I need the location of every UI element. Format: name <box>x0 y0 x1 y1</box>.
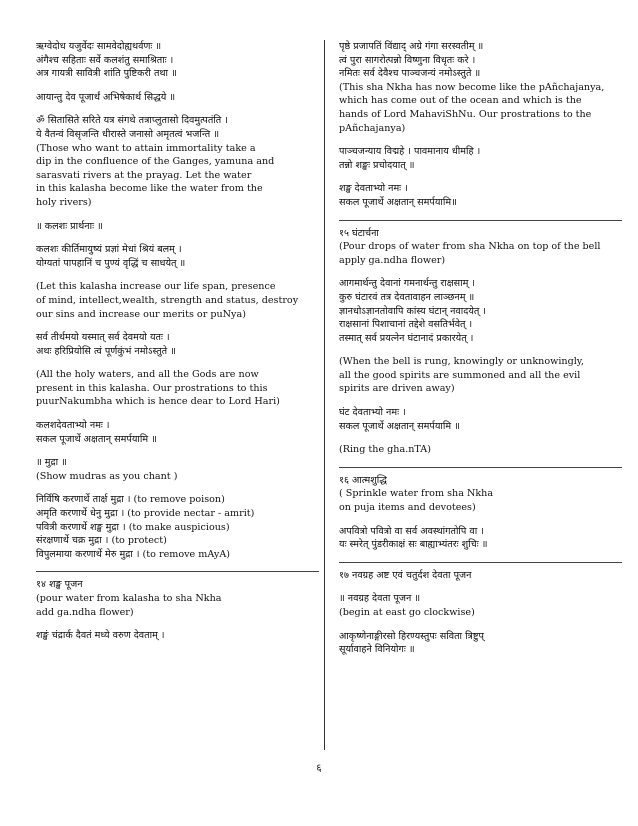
text-line: कलशदेवताभ्यो नमः । <box>36 420 110 432</box>
text-line: of mind, intellect,wealth, strength and status, destroy <box>36 294 299 306</box>
text-line: pAñchajanya) <box>339 122 406 134</box>
text-line: (pour water from kalasha to sha Nkha <box>36 593 222 604</box>
text-block <box>36 91 319 105</box>
text-line: ॥ कलशः प्रार्थनाः ॥ <box>36 220 103 232</box>
text-line: १६ आत्मशुद्धि <box>339 474 387 486</box>
text-line: ये वैतन्वं विसृजन्ति धीरास्ते जनासो अमृतत्वं भजन्ति ॥ <box>36 128 220 140</box>
text-line: ऋग्वेदोध यजुर्वेदः सामवेदोह्यथर्वणः ॥ <box>36 41 162 52</box>
text-block <box>36 419 319 446</box>
text-block <box>339 569 622 583</box>
right-column <box>339 40 622 667</box>
text-line: hands of Lord MahaviShNu. Our prostrations to the <box>339 108 592 120</box>
text-line: ॥ नवग्रह देवता पूजन ॥ <box>339 593 421 605</box>
text-line: अत्र गायत्री सावित्री शांति पुष्टिकरी तथा ॥ <box>36 68 177 80</box>
text-block <box>339 474 622 515</box>
text-block <box>36 243 319 270</box>
text-line: (Those who want to attain immortality take a <box>36 142 256 154</box>
text-line: sarasvati rivers at the prayag. Let the water <box>36 169 252 181</box>
text-block <box>36 368 319 409</box>
text-block <box>339 355 622 396</box>
text-line: योग्यतां पापहानिं च पुण्यं वृद्धिं च साधयेत् ॥ <box>36 257 186 269</box>
text-line: अंगैश्च सहिताः सर्वे कलशंतु समाश्रिताः । <box>36 54 174 66</box>
text-line: तन्नो शङ्खः प्रचोदयात् ॥ <box>339 159 415 171</box>
text-line: आकृष्णेनाङ्गीरसो हिरण्यस्तुपः सविता त्रिष्टुप् <box>339 630 484 642</box>
text-line: add ga.ndha flower) <box>36 606 134 618</box>
text-block <box>36 629 319 643</box>
text-line: शङ्ख देवताभ्यो नमः । <box>339 183 408 195</box>
text-line: holy rivers) <box>36 196 92 208</box>
text-line: निर्विषि करणार्थे तार्क्ष मुद्रा । (to remove poison) <box>36 494 225 506</box>
text-block <box>36 114 319 209</box>
text-line: त्वं पुरा सागरोत्पन्नो विष्णुना विधृतः करे । <box>339 54 476 66</box>
section-divider <box>339 467 622 468</box>
text-line: राक्षसानां पिशाचानां तद्देशे वसतिर्भवेत् । <box>339 319 473 331</box>
text-block <box>36 493 319 561</box>
text-line: तस्मात् सर्व प्रयत्नेन घंटानादं प्रकारयेत् । <box>339 332 474 344</box>
text-block <box>339 630 622 657</box>
text-block <box>339 145 622 172</box>
text-block <box>339 406 622 433</box>
text-line: apply ga.ndha flower) <box>339 254 446 266</box>
text-line: spirits are driven away) <box>339 383 455 395</box>
text-line: कुरु घंटारवं तत्र देवतावाहन लाञ्छनम् ॥ <box>339 291 475 303</box>
text-line: (This sha Nkha has now become like the pAñchajanya, <box>339 81 605 93</box>
text-line: सूर्यावाहने विनियोगः ॥ <box>339 644 415 656</box>
text-line: सर्व तीर्थमयो यस्मात् सर्व देवमयो यतः । <box>36 332 170 344</box>
text-line: सकल पूजार्थे अक्षतान् समर्पयामि ॥ <box>36 433 157 445</box>
text-line: ज्ञानधोऽज्ञानतोवापि कांस्य घंटान् नवादयेत् । <box>339 305 487 317</box>
text-line: घंट देवताभ्यो नमः । <box>339 407 406 419</box>
text-block <box>36 578 319 619</box>
text-line: आगमार्थन्तु देवानां गमनार्थन्तु राक्षसाम् । <box>339 278 476 290</box>
left-column <box>36 40 319 653</box>
text-line: dip in the confluence of the Ganges, yamuna and <box>36 156 275 168</box>
text-line: which has come out of the ocean and which is the <box>339 95 582 107</box>
text-block <box>339 40 622 135</box>
text-block <box>36 331 319 358</box>
text-line: नमितः सर्व देवैश्च पाञ्चजन्यं नमोऽस्तुते ॥ <box>339 68 481 80</box>
text-line: पृष्ठे प्रजापतिं विंद्याद् अग्रे गंगा सरस्वतीम् ॥ <box>339 41 484 52</box>
text-line: पवित्री करणार्थे शङ्ख मुद्रा । (to make auspicious) <box>36 521 230 533</box>
text-line: ॥ मुद्रा ॥ <box>36 457 67 469</box>
text-line: पाञ्चजन्याय विद्महे । पावमानाय धीमहि । <box>339 146 481 158</box>
text-line: विपुलमाया करणार्थे मेरु मुद्रा । (to remove mAyA) <box>36 548 230 560</box>
text-line: १४ शङ्ख पूजन <box>36 579 83 591</box>
text-line: (begin at east go clockwise) <box>339 607 475 618</box>
text-block <box>339 227 622 268</box>
text-line: सकल पूजार्थे अक्षतान् समर्पयामि ॥ <box>339 420 460 432</box>
text-line: १७ नवग्रह अष्ट एवं चतुर्दश देवता पूजन <box>339 569 472 581</box>
text-line: संरक्षणार्थे चक्र मुद्रा । (to protect) <box>36 535 167 547</box>
page-number: ६ <box>316 763 322 774</box>
text-block <box>339 277 622 345</box>
text-block <box>339 182 622 209</box>
text-line: puurNakumbha which is hence dear to Lord Hari) <box>36 396 280 408</box>
text-line: (Let this kalasha increase our life span, presence <box>36 281 276 293</box>
text-line: शङ्खं चंद्रार्क दैवतं मध्ये वरुण देवताम् । <box>36 630 165 642</box>
section-divider <box>339 220 622 221</box>
text-block <box>339 525 622 552</box>
text-line: (Pour drops of water from sha Nkha on top of the bell <box>339 241 601 253</box>
text-line: अमृति करणार्थे धेनु मुद्रा । (to provide nectar - amrit) <box>36 508 255 520</box>
text-line: अपवित्रो पवित्रो वा सर्व अवस्थांगतोपि वा । <box>339 525 484 537</box>
section-divider <box>36 571 319 572</box>
text-line: यः स्मरेत् पुंडरीकाक्षं सः बाह्याभ्यंतरः शुचिः ॥ <box>339 539 488 551</box>
text-line: १५ घंटार्चना <box>339 227 379 239</box>
text-line: कलशः कीर्तिमायुष्यं प्रज्ञां मेधां श्रियं बलम् । <box>36 244 182 256</box>
text-block <box>36 40 319 81</box>
text-block <box>36 220 319 234</box>
text-line: on puja items and devotees) <box>339 502 476 514</box>
text-line: सकल पूजार्थे अक्षतान् समर्पयामि॥ <box>339 196 457 208</box>
text-block <box>36 280 319 321</box>
column-divider <box>324 40 325 750</box>
text-line: ॐ सितासिते सरिते यत्र संगथे तत्राप्लुतासो दिवमुत्पतंति । <box>36 115 228 127</box>
text-line: our sins and increase our merits or puNya) <box>36 308 246 320</box>
text-line: (When the bell is rung, knowingly or unknowingly, <box>339 356 584 368</box>
text-line: आयान्तु देव पूजार्थं अभिषेकार्थ सिद्धये ॥ <box>36 91 176 103</box>
section-divider <box>339 562 622 563</box>
text-line: ( Sprinkle water from sha Nkha <box>339 488 494 500</box>
text-line: अथः हरिप्रियोसि त्वं पूर्णकुंभं नमोऽस्तुते ॥ <box>36 345 176 357</box>
text-line: in this kalasha become like the water from the <box>36 183 263 195</box>
text-line: (Show mudras as you chant ) <box>36 470 178 482</box>
text-block <box>36 456 319 483</box>
text-block <box>339 592 622 619</box>
text-line: (All the holy waters, and all the Gods are now <box>36 369 259 381</box>
text-block <box>339 443 622 457</box>
text-line: all the good spirits are summoned and all the evil <box>339 369 581 381</box>
text-line: present in this kalasha. Our prostrations to this <box>36 382 268 394</box>
text-line: (Ring the gha.nTA) <box>339 444 431 456</box>
